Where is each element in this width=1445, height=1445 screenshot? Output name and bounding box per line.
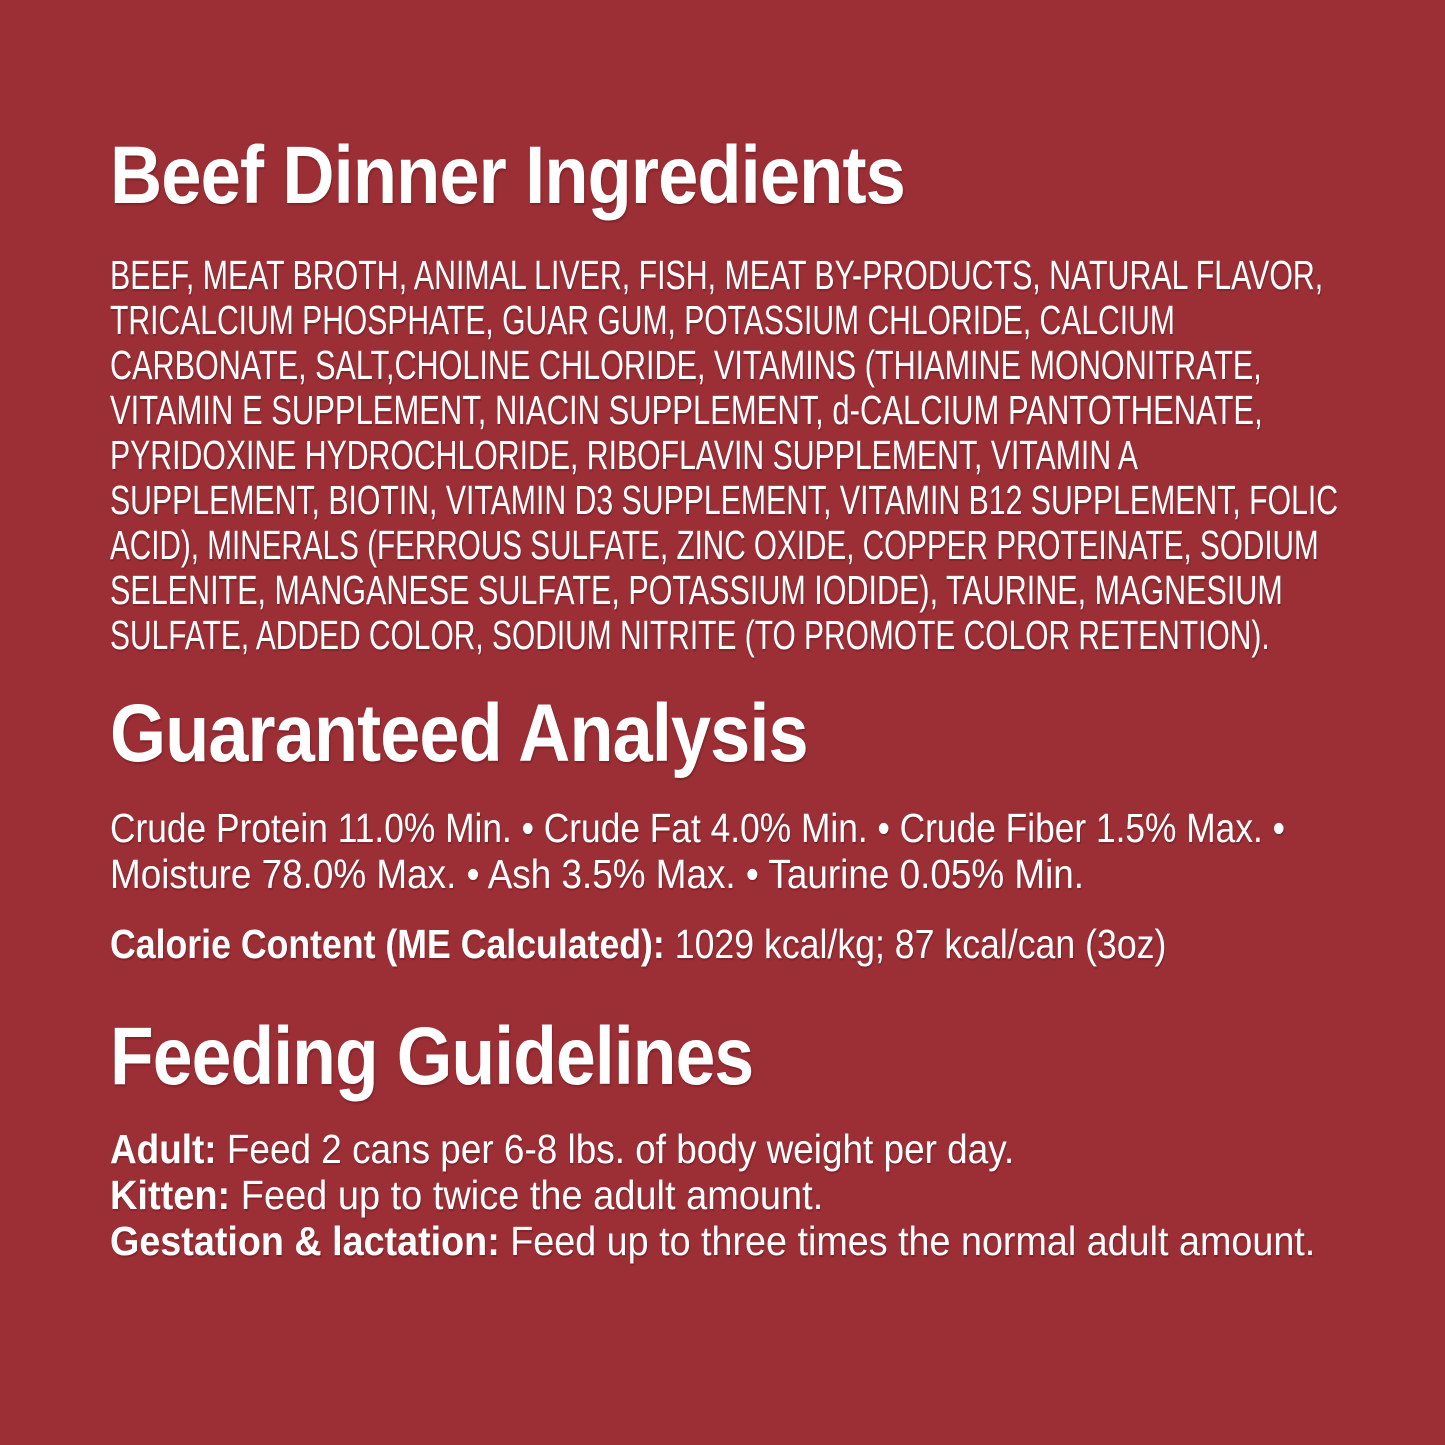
- ingredients-text-line: VITAMIN E SUPPLEMENT, NIACIN SUPPLEMENT, d-CALCIUM PANTOTHENATE,: [110, 387, 1263, 433]
- calorie-content-value: 1029 kcal/kg; 87 kcal/can (3oz): [674, 921, 1167, 967]
- ingredients-text-line: SUPPLEMENT, BIOTIN, VITAMIN D3 SUPPLEMENT, VITAMIN B12 SUPPLEMENT, FOLIC: [110, 477, 1339, 523]
- analysis-text-line: Crude Protein 11.0% Min. • Crude Fat 4.0% Min. • Crude Fiber 1.5% Max. •: [110, 805, 1285, 851]
- calorie-content-line: [110, 921, 1166, 967]
- ingredients-text-line: ACID), MINERALS (FERROUS SULFATE, ZINC OXIDE, COPPER PROTEINATE, SODIUM: [110, 522, 1319, 568]
- ingredients-paragraph: [110, 252, 1339, 658]
- feeding-guideline-label: Adult:: [110, 1126, 217, 1172]
- ingredients-text-line: TRICALCIUM PHOSPHATE, GUAR GUM, POTASSIUM CHLORIDE, CALCIUM: [110, 297, 1175, 343]
- ingredients-text-line: BEEF, MEAT BROTH, ANIMAL LIVER, FISH, MEAT BY-PRODUCTS, NATURAL FLAVOR,: [110, 252, 1324, 298]
- feeding-guidelines-list: [110, 1126, 1335, 1264]
- feeding-guideline-text: Feed 2 cans per 6-8 lbs. of body weight per day.: [226, 1126, 1015, 1172]
- feeding-guidelines-section-title: Feeding Guidelines: [110, 1011, 754, 1102]
- feeding-guideline-adult: [110, 1126, 1014, 1172]
- calorie-content-label: Calorie Content (ME Calculated):: [110, 921, 665, 967]
- analysis-text-line: Moisture 78.0% Max. • Ash 3.5% Max. • Taurine 0.05% Min.: [110, 851, 1085, 897]
- ingredients-text-line: SULFATE, ADDED COLOR, SODIUM NITRITE (TO PROMOTE COLOR RETENTION).: [110, 612, 1270, 658]
- ingredients-section-title: Beef Dinner Ingredients: [110, 130, 905, 221]
- feeding-guideline-text: Feed up to twice the adult amount.: [240, 1172, 824, 1218]
- ingredients-text-line: CARBONATE, SALT,CHOLINE CHLORIDE, VITAMINS (THIAMINE MONONITRATE,: [110, 342, 1262, 388]
- guaranteed-analysis-paragraph: [110, 805, 1335, 897]
- ingredients-text-line: PYRIDOXINE HYDROCHLORIDE, RIBOFLAVIN SUPPLEMENT, VITAMIN A: [110, 432, 1139, 478]
- ingredients-text-line: SELENITE, MANGANESE SULFATE, POTASSIUM IODIDE), TAURINE, MAGNESIUM: [110, 567, 1283, 613]
- feeding-guideline-text: Feed up to three times the normal adult amount.: [510, 1218, 1316, 1264]
- guaranteed-analysis-section-title: Guaranteed Analysis: [110, 688, 808, 779]
- feeding-guideline-label: Gestation & lactation:: [110, 1218, 500, 1264]
- feeding-guideline-label: Kitten:: [110, 1172, 231, 1218]
- feeding-guideline-gestation: [110, 1218, 1315, 1264]
- feeding-guideline-kitten: [110, 1172, 823, 1218]
